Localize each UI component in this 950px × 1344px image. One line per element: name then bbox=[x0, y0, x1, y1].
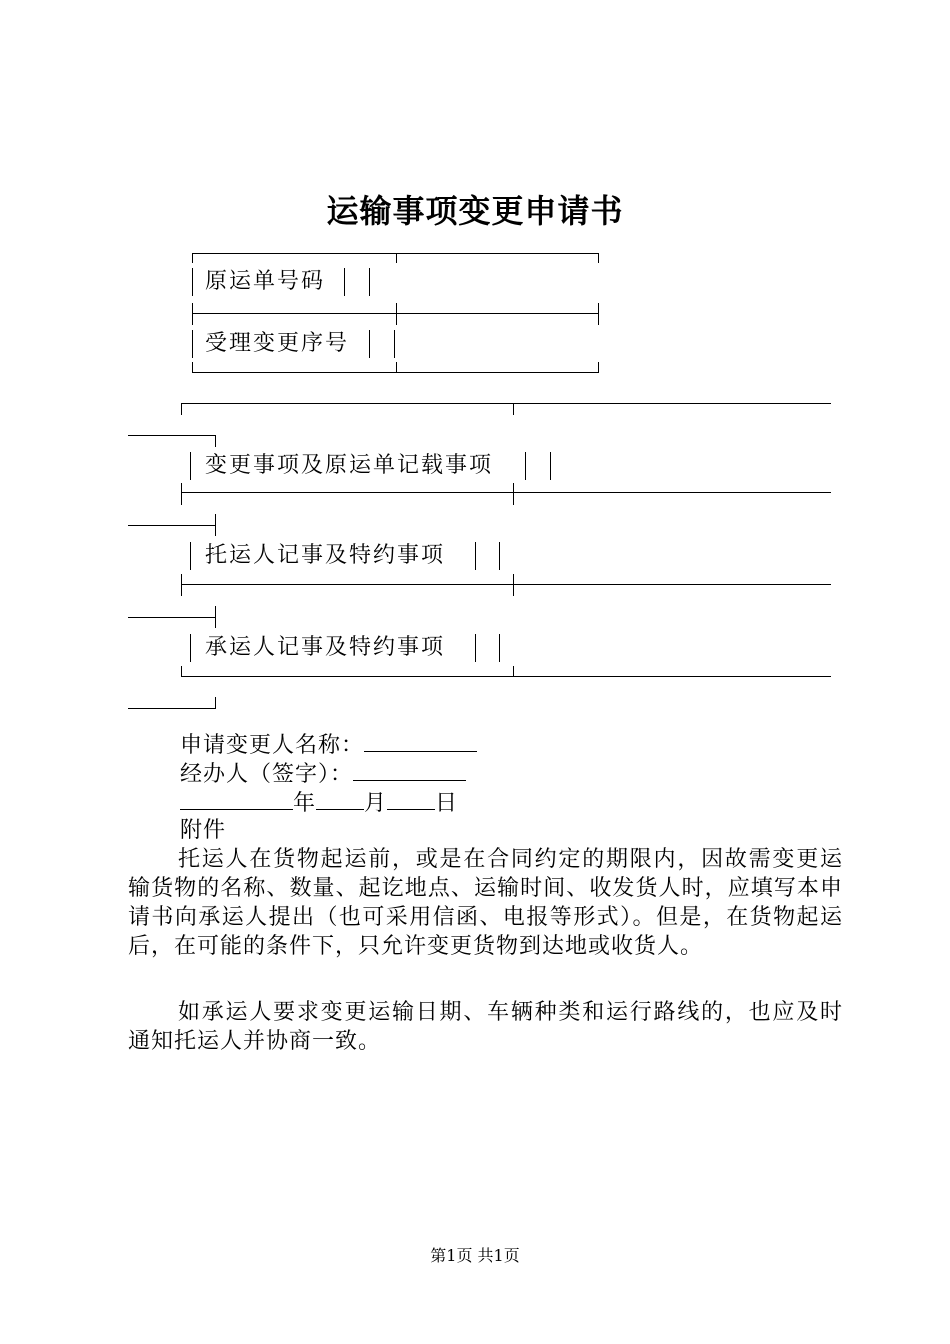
handler-blank[interactable] bbox=[353, 758, 466, 781]
applicant-field bbox=[180, 729, 477, 760]
carrier-notes-label: 承运人记事及特约事项 bbox=[205, 635, 446, 660]
document-title: 运输事项变更申请书 bbox=[326, 192, 624, 230]
change-items-label: 变更事项及原运单记载事项 bbox=[205, 453, 494, 478]
handler-label: 经办人（签字）： bbox=[180, 762, 354, 787]
date-field bbox=[180, 787, 458, 818]
day-blank[interactable] bbox=[387, 787, 435, 810]
applicant-label: 申请变更人名称： bbox=[180, 733, 365, 758]
original-waybill-label: 原运单号码 bbox=[205, 269, 326, 294]
paragraph-1: 托运人在货物起运前，或是在合同约定的期限内，因故需变更运输货物的名称、数量、起讫地点、运输时间、收发货人时，应填写本申请书向承运人提出（也可采用信函、电报等形式）。但是，在货物起运后，在可能的条件下，只允许变更货物到达地或收货人。 bbox=[128, 847, 843, 959]
applicant-blank[interactable] bbox=[364, 729, 477, 752]
shipper-notes-label: 托运人记事及特约事项 bbox=[205, 543, 446, 568]
page-footer: 第1页 共1页 bbox=[430, 1246, 520, 1265]
paragraph-2: 如承运人要求变更运输日期、车辆种类和运行路线的，也应及时通知托运人并协商一致。 bbox=[128, 1000, 843, 1054]
change-sequence-label: 受理变更序号 bbox=[205, 331, 350, 356]
month-label: 月 bbox=[364, 791, 388, 816]
year-label: 年 bbox=[293, 791, 317, 816]
day-label: 日 bbox=[435, 791, 459, 816]
attachment-heading: 附件 bbox=[180, 818, 227, 843]
year-blank[interactable] bbox=[180, 787, 293, 810]
handler-field bbox=[180, 758, 466, 789]
month-blank[interactable] bbox=[316, 787, 364, 810]
